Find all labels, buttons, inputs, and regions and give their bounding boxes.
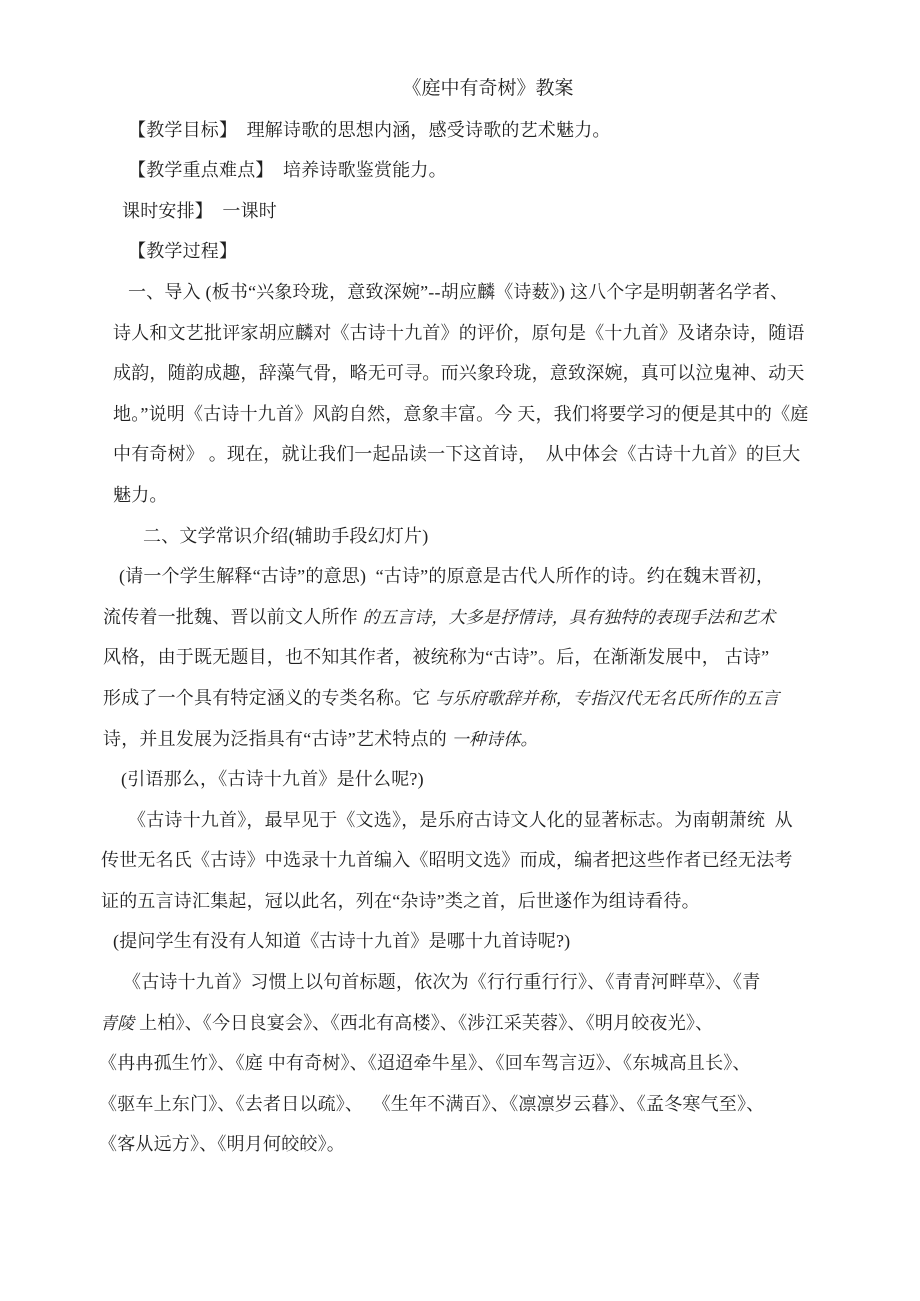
text-segment: 《古诗十九首》习惯上以句首标题，依次为《行行重行行》、《青青河畔草》、《青 — [123, 972, 761, 993]
text-line — [0, 231, 920, 272]
text-line — [0, 1003, 920, 1044]
text-line — [0, 556, 920, 597]
text-segment: 《客从远方》、《明月何皎皎》。 — [99, 1134, 345, 1155]
kai-text-segment: 与乐府歌辞并称，专指汉代无名氏所作的五言 — [435, 688, 780, 708]
text-line — [0, 881, 920, 922]
text-line — [0, 597, 920, 638]
document-lines — [0, 110, 920, 1165]
text-line — [0, 759, 920, 800]
text-segment: 证的五言诗汇集起，冠以此名，列在“杂诗”类之首，后世遂作为组诗看待。 — [101, 890, 700, 911]
text-segment: 地。”说明《古诗十九首》风韵自然，意象丰富。今 天，我们将要学习的便是其中的《庭 — [113, 403, 809, 424]
text-segment: 传世无名氏《古诗》中选录十九首编入《昭明文选》而成，编者把这些作者已经无法考 — [101, 850, 793, 871]
text-line — [0, 637, 920, 678]
text-line — [0, 110, 920, 151]
text-segment: 【教学重点难点】 培养诗歌鉴赏能力。 — [128, 160, 447, 181]
text-segment: 风格，由于既无题目，也不知其作者，被统称为“古诗”。后，在渐渐发展中， 古诗” — [103, 647, 770, 668]
text-line — [0, 840, 920, 881]
text-segment: 流传着一批魏、晋以前文人所作 — [103, 606, 363, 627]
text-segment: 诗人和文艺批评家胡应麟对《古诗十九首》的评价，原句是《十九首》及诸杂诗，随语 — [113, 322, 805, 343]
text-segment: 上柏》、《今日良宴会》、《西北有高楼》、《涉江采芙蓉》、《明月皎夜光》、 — [134, 1012, 714, 1033]
document-body — [0, 69, 920, 1165]
text-line — [0, 678, 920, 719]
kai-text-segment: 青陵 — [100, 1013, 135, 1033]
kai-text-segment: 的五言诗，大多是抒情诗，具有独特的表现手法和艺术 — [362, 607, 776, 627]
text-segment: 成韵，随韵成趣，辞藻气骨，略无可寻。而兴象玲珑，意致深婉，真可以泣鬼神、动天 — [113, 363, 805, 384]
text-line — [0, 921, 920, 962]
text-line — [0, 1043, 920, 1084]
text-segment: 二、文学常识介绍(辅助手段幻灯片) — [143, 525, 429, 546]
text-segment: 【教学目标】 理解诗歌的思想内涵，感受诗歌的艺术魅力。 — [128, 119, 611, 140]
text-segment: 魅力。 — [113, 484, 168, 505]
text-line — [0, 434, 920, 475]
text-segment: 《冉冉孤生竹》、《庭 中有奇树》、《迢迢牵牛星》、《回车驾言迈》、《东城高且长》、 — [99, 1053, 751, 1074]
text-segment: 《驱车上东门》、《去者日以疏》、 《生年不满百》、《凛凛岁云暮》、《孟冬寒气至》、 — [99, 1093, 765, 1114]
text-line — [0, 191, 920, 232]
text-segment: (请一个学生解释“古诗”的意思) “古诗”的原意是古代人所作的诗。约在魏末晋初， — [119, 566, 775, 587]
text-segment: 一、导入 (板书“兴象玲珑，意致深婉”--胡应麟《诗薮》) 这八个字是明朝著名学者、 — [128, 281, 789, 302]
text-line — [0, 353, 920, 394]
text-segment: (提问学生有没有人知道《古诗十九首》是哪十九首诗呢?) — [113, 931, 571, 952]
text-segment: (引语那么，《古诗十九首》是什么呢?) — [121, 769, 424, 790]
text-line — [0, 516, 920, 557]
text-line — [0, 272, 920, 313]
text-segment: 诗，并且发展为泛指具有“古诗”艺术特点的 — [103, 728, 452, 749]
kai-text-segment: 一种诗体。 — [451, 729, 538, 749]
document-title: 《庭中有奇树》教案 — [402, 78, 574, 99]
text-segment: 中有奇树》 。现在，就让我们一起品读一下这首诗， 从中体会《古诗十九首》的巨大 — [113, 444, 801, 465]
text-line — [0, 1124, 920, 1165]
text-line — [0, 313, 920, 354]
text-line — [0, 1084, 920, 1125]
text-segment: 【教学过程】 — [128, 241, 238, 262]
text-segment: 形成了一个具有特定涵义的专类名称。它 — [103, 687, 436, 708]
text-segment: 《古诗十九首》，最早见于《文选》，是乐府古诗文人化的显著标志。为南朝萧统 从 — [128, 809, 793, 830]
text-line — [0, 150, 920, 191]
text-segment: 课时安排】 一课时 — [122, 200, 277, 221]
text-line — [0, 962, 920, 1003]
text-line — [0, 394, 920, 435]
text-line — [0, 800, 920, 841]
text-line — [0, 475, 920, 516]
text-line — [0, 719, 920, 760]
